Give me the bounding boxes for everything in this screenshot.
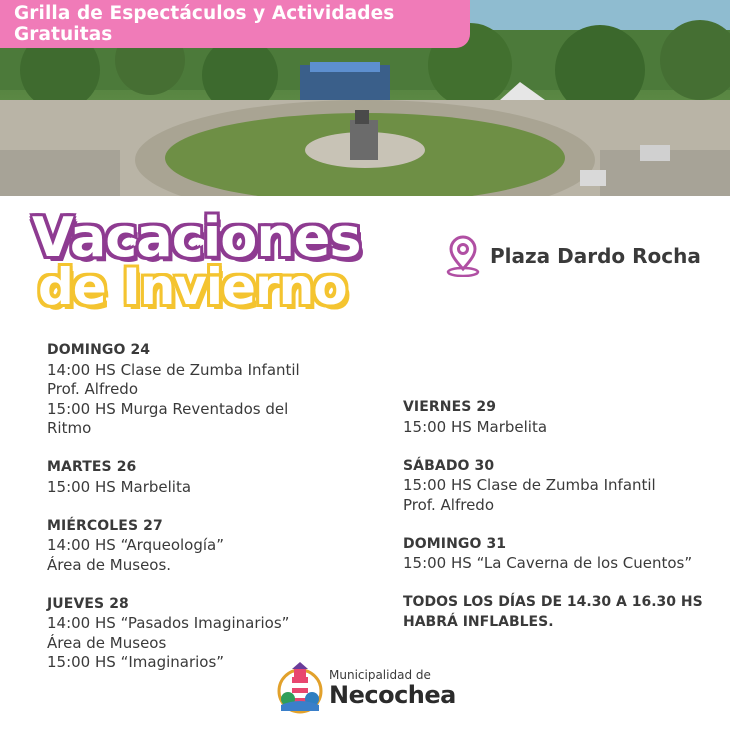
activity-line: Prof. Alfredo <box>47 380 138 398</box>
activity-line: 15:00 HS “Imaginarios” <box>47 653 225 671</box>
title-line-2: de Invierno <box>38 258 347 316</box>
inflables-note <box>403 593 723 632</box>
activity-line: 15:00 HS “La Caverna de los Cuentos” <box>403 554 693 572</box>
day-block <box>403 398 723 437</box>
day-block <box>403 535 723 574</box>
activity-line: 15:00 HS Murga Reventados del <box>47 399 289 418</box>
activity-line: 15:00 HS Clase de Zumba Infantil <box>403 476 656 494</box>
day-block <box>47 517 357 576</box>
activity-line: Ritmo <box>47 419 92 437</box>
logo-small-text: Municipalidad de <box>329 668 431 682</box>
schedule-right <box>403 398 723 632</box>
day-name: VIERNES 29 <box>403 399 497 415</box>
activity-line: 15:00 HS Marbelita <box>403 417 548 436</box>
day-name: MIÉRCOLES 27 <box>47 517 163 534</box>
location <box>444 235 701 277</box>
day-block <box>47 341 357 439</box>
activity-line: Área de Museos. <box>47 555 172 574</box>
logo-text <box>329 668 456 708</box>
day-name: SÁBADO 30 <box>403 457 495 474</box>
day-name: JUEVES 28 <box>47 595 129 612</box>
event-title <box>32 206 402 326</box>
header-ribbon <box>0 0 470 48</box>
title-line-1: Vacaciones <box>32 206 361 269</box>
ribbon-text: Grilla de Espectáculos y Actividades Gratuitas <box>14 3 395 45</box>
activity-line: 14:00 HS “Arqueología” <box>47 536 224 554</box>
municipality-logo <box>277 661 456 715</box>
map-pin-icon <box>444 235 482 277</box>
location-name: Plaza Dardo Rocha <box>490 244 701 268</box>
day-block <box>403 457 723 516</box>
note-line-2: HABRÁ INFLABLES. <box>403 613 554 630</box>
lighthouse-logo-icon <box>277 661 323 715</box>
activity-line: Prof. Alfredo <box>403 495 494 514</box>
activity-line: 14:00 HS “Pasados Imaginarios” <box>47 614 290 632</box>
logo-big-text: Necochea <box>329 681 456 709</box>
note-line-1: TODOS LOS DÍAS DE 14.30 A 16.30 HS <box>403 594 703 610</box>
plaza-aerial-photo <box>0 0 730 196</box>
activity-line: Área de Museos <box>47 633 167 652</box>
day-name: DOMINGO 24 <box>47 342 151 358</box>
activity-line: 14:00 HS Clase de Zumba Infantil <box>47 360 300 379</box>
day-name: DOMINGO 31 <box>403 535 507 552</box>
schedule-left <box>47 341 357 692</box>
day-name: MARTES 26 <box>47 459 137 475</box>
day-block <box>47 458 357 497</box>
activity-line: 15:00 HS Marbelita <box>47 477 192 496</box>
